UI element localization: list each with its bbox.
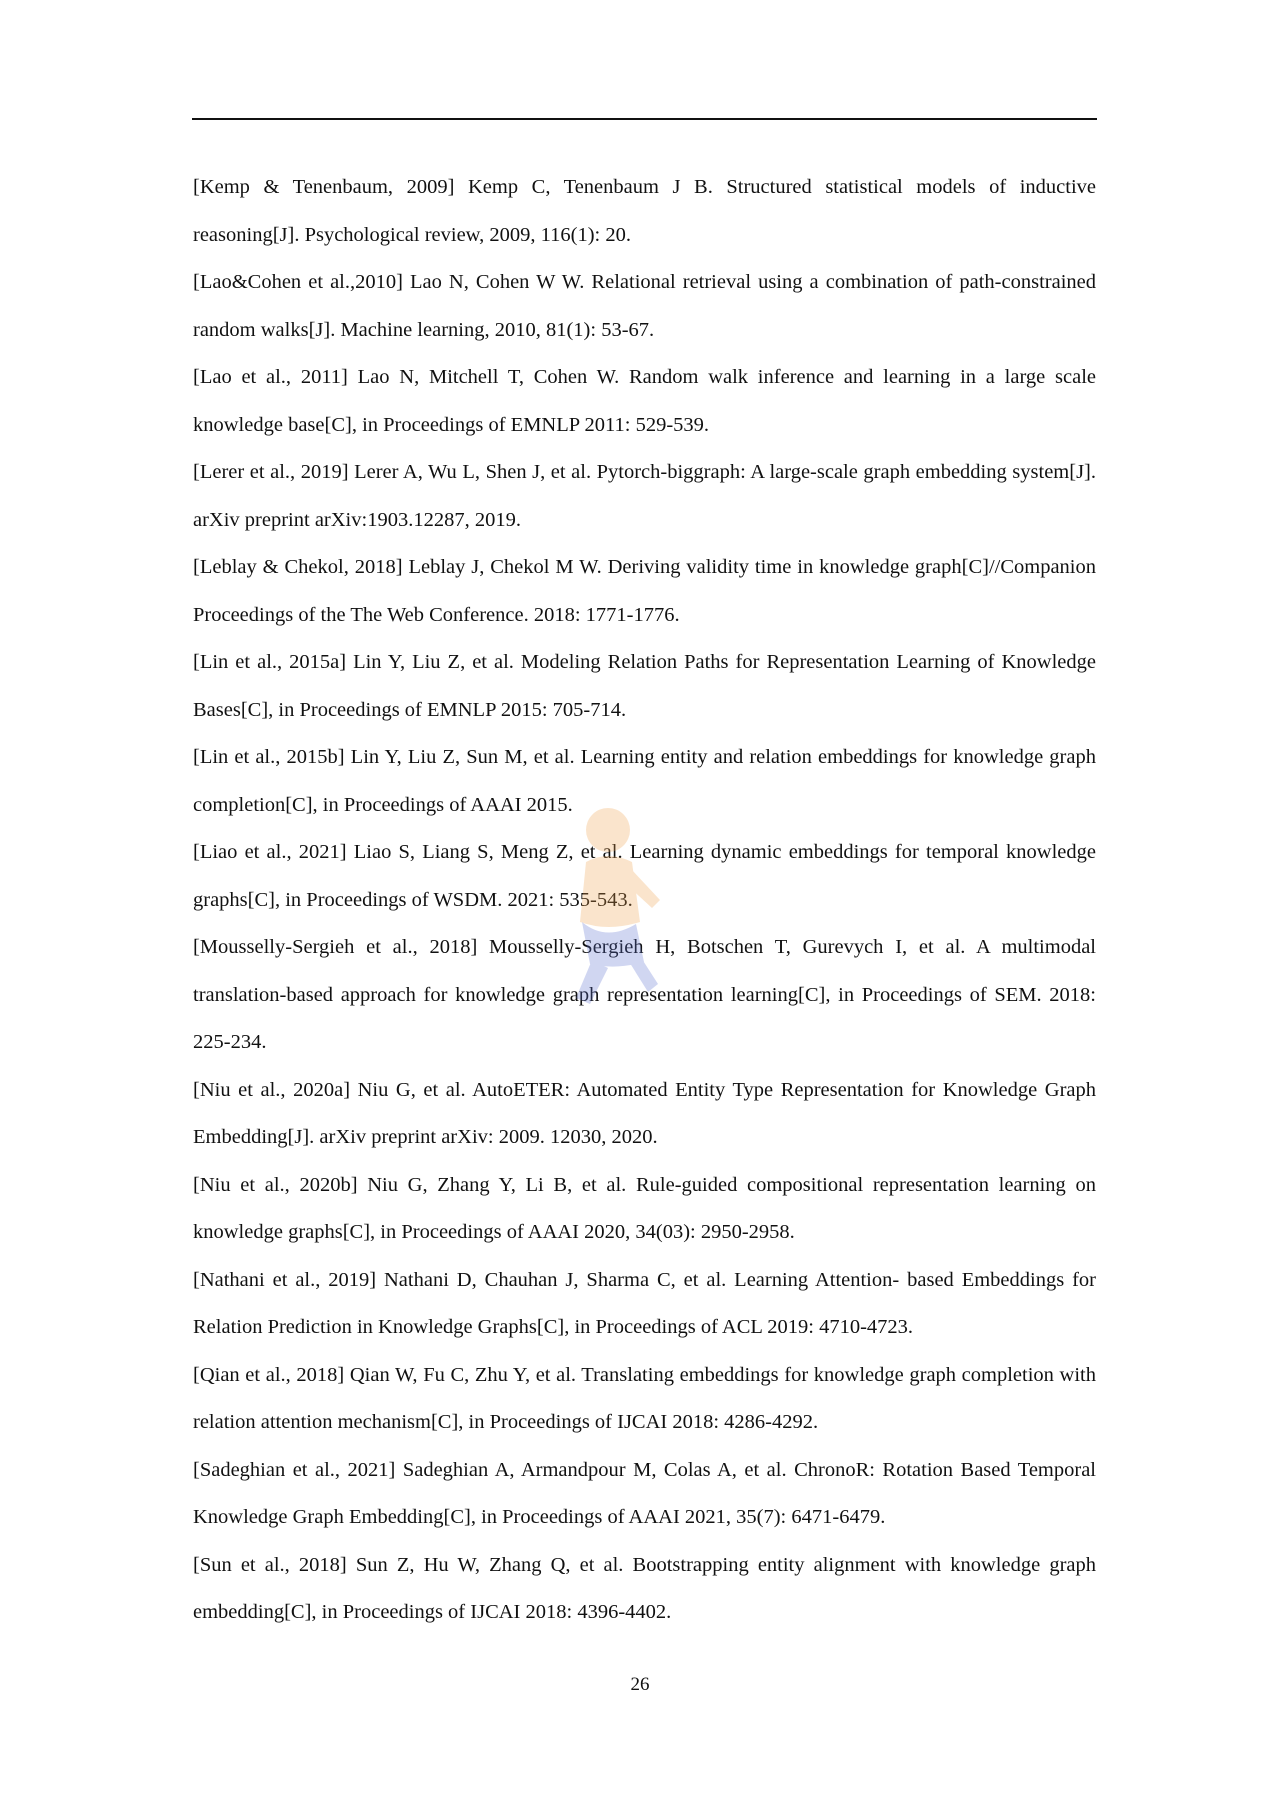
reference-entry: [Qian et al., 2018] Qian W, Fu C, Zhu Y, et al. Translating embeddings for knowledge graph completion with relation attention mechanism[C], in Proceedings of IJCAI 2018: 4286-4292.: [193, 1363, 1096, 1433]
reference-entry: [Lao&Cohen et al.,2010] Lao N, Cohen W W. Relational retrieval using a combination of path-constrained random walks[J]. Machine learning, 2010, 81(1): 53-67.: [193, 271, 1096, 341]
header-rule: [192, 118, 1097, 120]
watermark-figure-icon: [536, 792, 676, 1012]
reference-entry: [Lerer et al., 2019] Lerer A, Wu L, Shen J, et al. Pytorch-biggraph: A large-scale graph embedding system[J]. arXiv preprint arXiv:1903.12287, 2019.: [193, 461, 1096, 531]
reference-entry: [Lin et al., 2015b] Lin Y, Liu Z, Sun M, et al. Learning entity and relation embeddings for knowledge graph completion[C], in Proceedings of AAAI 2015.: [193, 746, 1096, 816]
reference-entry: [Niu et al., 2020b] Niu G, Zhang Y, Li B, et al. Rule-guided compositional representation learning on knowledge graphs[C], in Proceedings of AAAI 2020, 34(03): 2950-2958.: [193, 1173, 1096, 1243]
reference-entry: [Liao et al., 2021] Liao S, Liang S, Meng Z, et al. Learning dynamic embeddings for temporal knowledge graphs[C], in Proceedings of WSDM. 2021: 535-543.: [193, 841, 1096, 911]
reference-entry: [Sadeghian et al., 2021] Sadeghian A, Armandpour M, Colas A, et al. ChronoR: Rotation Based Temporal Knowledge Graph Embedding[C], in Proceedings of AAAI 2021, 35(7): 6471-6479.: [193, 1458, 1096, 1528]
reference-entry: [Sun et al., 2018] Sun Z, Hu W, Zhang Q, et al. Bootstrapping entity alignment with knowledge graph embedding[C], in Proceedings of IJCAI 2018: 4396-4402.: [193, 1553, 1096, 1623]
reference-entry: [Lao et al., 2011] Lao N, Mitchell T, Cohen W. Random walk inference and learning in a large scale knowledge base[C], in Proceedings of EMNLP 2011: 529-539.: [193, 366, 1096, 436]
reference-entry: [Lin et al., 2015a] Lin Y, Liu Z, et al. Modeling Relation Paths for Representation Learning of Knowledge Bases[C], in Proceedings of EMNLP 2015: 705-714.: [193, 651, 1096, 721]
reference-entry: [Kemp & Tenenbaum, 2009] Kemp C, Tenenbaum J B. Structured statistical models of inductive reasoning[J]. Psychological review, 2009, 116(1): 20.: [193, 176, 1096, 246]
reference-entry: [Nathani et al., 2019] Nathani D, Chauhan J, Sharma C, et al. Learning Attention- based Embeddings for Relation Prediction in Knowledge Graphs[C], in Proceedings of ACL 2019: 4710-4723.: [193, 1268, 1096, 1338]
reference-entry: [Mousselly-Sergieh et al., 2018] Mousselly-Sergieh H, Botschen T, Gurevych I, et al. A multimodal translation-based approach for knowledge graph representation learning[C], in Proceedings of SEM. 2018: 225-234.: [193, 936, 1096, 1053]
reference-entry: [Niu et al., 2020a] Niu G, et al. AutoETER: Automated Entity Type Representation for Knowledge Graph Embedding[J]. arXiv preprint arXiv: 2009. 12030, 2020.: [193, 1078, 1096, 1148]
page-number: 26: [630, 1674, 650, 1695]
reference-entry: [Leblay & Chekol, 2018] Leblay J, Chekol M W. Deriving validity time in knowledge graph[C]//Companion Proceedings of the The Web Conference. 2018: 1771-1776.: [193, 556, 1096, 626]
